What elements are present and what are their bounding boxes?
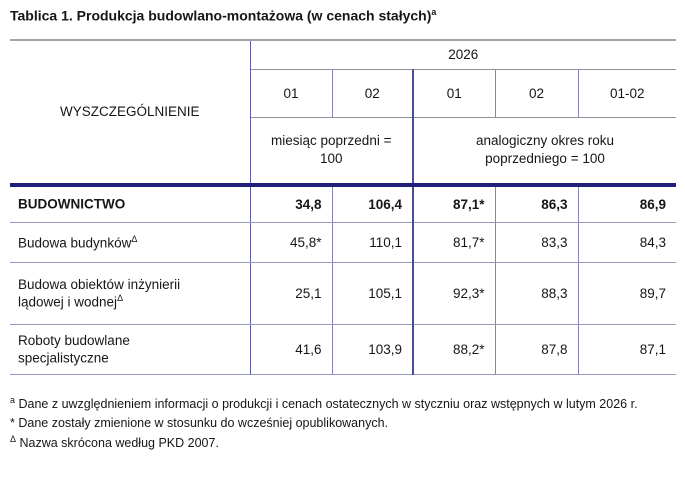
value-cell: 87,1 xyxy=(578,325,676,375)
period-column-header: 01-02 xyxy=(578,70,676,118)
year-header-cell: 2026 xyxy=(250,40,676,70)
value-cell: 25,1 xyxy=(250,263,332,325)
footnote-a-text: Dane z uwzględnieniem informacji o produkcji i cenach ostatecznych w styczniu oraz wstępnych w lutym 2026 r. xyxy=(18,397,638,412)
value-cell: 84,3 xyxy=(578,223,676,263)
value-cell: 87,1* xyxy=(413,185,495,223)
table-row-budowa-budynkow xyxy=(10,223,676,263)
row-label: Budowa budynków$^\Delta$ xyxy=(10,223,250,263)
footnote-a xyxy=(10,394,673,414)
group-header-prev-year-text: analogiczny okres roku poprzedniego = 100 xyxy=(475,133,615,167)
row-label: Roboty budowlane specjalistyczne xyxy=(10,325,250,375)
group-header-prev-year xyxy=(413,118,676,185)
value-cell: 88,3 xyxy=(495,263,578,325)
row-label: Budowa obiektów inżynierii lądowej i wodnej$^\Delta$ xyxy=(10,263,250,325)
table-title xyxy=(10,7,676,24)
value-cell: 103,9 xyxy=(332,325,413,375)
period-column-header: 02 xyxy=(495,70,578,118)
value-cell: 110,1 xyxy=(332,223,413,263)
footnote-delta-marker: Δ xyxy=(10,433,17,444)
value-cell: 92,3* xyxy=(413,263,495,325)
value-cell: 45,8* xyxy=(250,223,332,263)
footnote-star xyxy=(10,414,673,433)
value-cell: 86,3 xyxy=(495,185,578,223)
footnote-a-marker: a xyxy=(10,395,16,406)
footnote-delta-ref: Δ xyxy=(131,233,138,244)
footnote-a-ref: a xyxy=(431,7,437,17)
period-column-header: 02 xyxy=(332,70,413,118)
value-cell: 89,7 xyxy=(578,263,676,325)
footnote-star-text: Dane zostały zmienione w stosunku do wcześniej opublikowanych. xyxy=(18,416,389,431)
group-header-prev-month xyxy=(250,118,413,185)
row-label: BUDOWNICTWO xyxy=(10,185,250,223)
footnote-delta xyxy=(10,433,673,453)
table-title-text: Tablica 1. Produkcja budowlano-montażowa (w cenach stałych) xyxy=(10,7,432,24)
value-cell: 81,7* xyxy=(413,223,495,263)
footnotes xyxy=(10,394,673,453)
value-cell: 106,4 xyxy=(332,185,413,223)
period-column-header: 01 xyxy=(413,70,495,118)
value-cell: 83,3 xyxy=(495,223,578,263)
value-cell: 87,8 xyxy=(495,325,578,375)
value-cell: 88,2* xyxy=(413,325,495,375)
value-cell: 34,8 xyxy=(250,185,332,223)
statistics-table xyxy=(10,39,676,376)
group-header-prev-month-text: miesiąc poprzedni = 100 xyxy=(271,133,392,167)
table-row-budownictwo xyxy=(10,185,676,223)
value-cell: 41,6 xyxy=(250,325,332,375)
row-header-label: WYSZCZEGÓLNIENIE xyxy=(10,40,250,185)
header-row-year xyxy=(10,40,676,70)
period-column-header: 01 xyxy=(250,70,332,118)
value-cell: 86,9 xyxy=(578,185,676,223)
footnote-star-marker: * xyxy=(10,416,15,431)
value-cell: 105,1 xyxy=(332,263,413,325)
footnote-delta-ref: Δ xyxy=(117,293,124,304)
table-row-budowa-obiektow xyxy=(10,263,676,325)
footnote-delta-text: Nazwa skrócona według PKD 2007. xyxy=(19,435,219,450)
table-row-roboty-budowlane xyxy=(10,325,676,375)
